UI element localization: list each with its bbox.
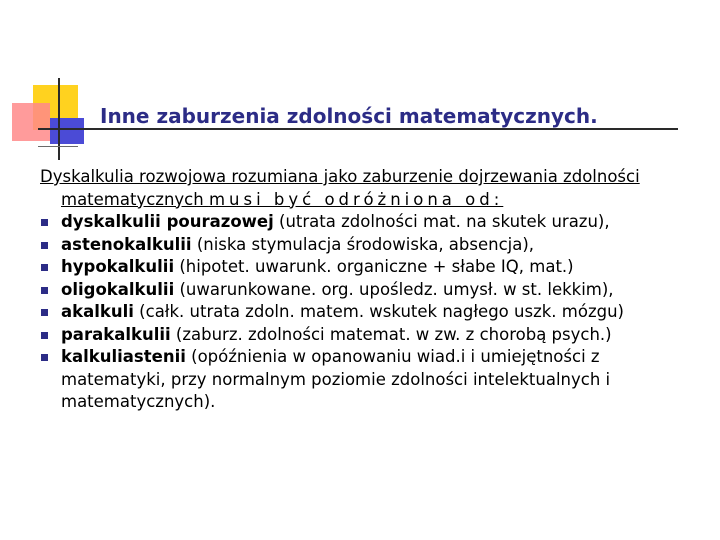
intro-line-1: Dyskalkulia rozwojowa rozumiana jako zaburzenie dojrzewania zdolności xyxy=(40,167,640,186)
square-bullet-icon xyxy=(41,219,48,226)
item-term: kalkuliastenii xyxy=(61,347,186,366)
list-item xyxy=(40,346,690,414)
square-bullet-icon xyxy=(41,264,48,271)
square-bullet-icon xyxy=(41,354,48,361)
square-bullet-icon xyxy=(41,287,48,294)
item-desc: (utrata zdolności mat. na skutek urazu), xyxy=(273,212,610,231)
decorative-blue-square xyxy=(50,118,84,144)
list-item xyxy=(40,211,690,234)
item-desc: (niska stymulacja środowiska, absencja), xyxy=(191,234,535,254)
list-item xyxy=(40,234,690,257)
item-term: akalkuli xyxy=(61,302,134,321)
intro-line-2 xyxy=(40,189,690,212)
intro-line-2-spaced: musi być odróżniona od: xyxy=(208,189,504,209)
bullet-list xyxy=(40,211,690,414)
decorative-vertical-line xyxy=(58,78,60,160)
item-desc: (całk. utrata zdoln. matem. wskutek nagłego uszk. mózgu) xyxy=(133,302,624,321)
list-item xyxy=(40,279,690,302)
decorative-short-line xyxy=(38,146,78,147)
square-bullet-icon xyxy=(41,242,48,249)
item-term: dyskalkulii pourazowej xyxy=(61,212,274,231)
item-desc: (uwarunkowane. org. upośledz. umysł. w st. lekkim), xyxy=(174,279,614,299)
item-desc: (hipotet. uwarunk. organiczne + słabe IQ, mat.) xyxy=(174,257,574,276)
title-underline-divider xyxy=(38,128,678,130)
item-term: hypokalkulii xyxy=(61,257,175,276)
slide-body xyxy=(40,166,690,414)
item-term: astenokalkulii xyxy=(61,234,192,254)
intro-paragraph xyxy=(40,166,690,211)
item-term: oligokalkulii xyxy=(61,279,175,299)
item-desc: (zaburz. zdolności matemat. w zw. z chorobą psych.) xyxy=(170,324,612,344)
decorative-pink-square xyxy=(12,103,50,141)
slide-title: Inne zaburzenia zdolności matematycznych. xyxy=(100,104,598,128)
item-desc: (opóźnienia w opanowaniu wiad.i i umiejętności z matematyki, przy normalnym poziomie zdolności intelektualnych i matematycznych). xyxy=(61,347,611,411)
list-item xyxy=(40,256,690,279)
square-bullet-icon xyxy=(41,309,48,316)
intro-line-2-start: matematycznych xyxy=(61,189,209,209)
item-term: parakalkulii xyxy=(61,324,171,344)
list-item xyxy=(40,301,690,324)
list-item xyxy=(40,324,690,347)
square-bullet-icon xyxy=(41,332,48,339)
